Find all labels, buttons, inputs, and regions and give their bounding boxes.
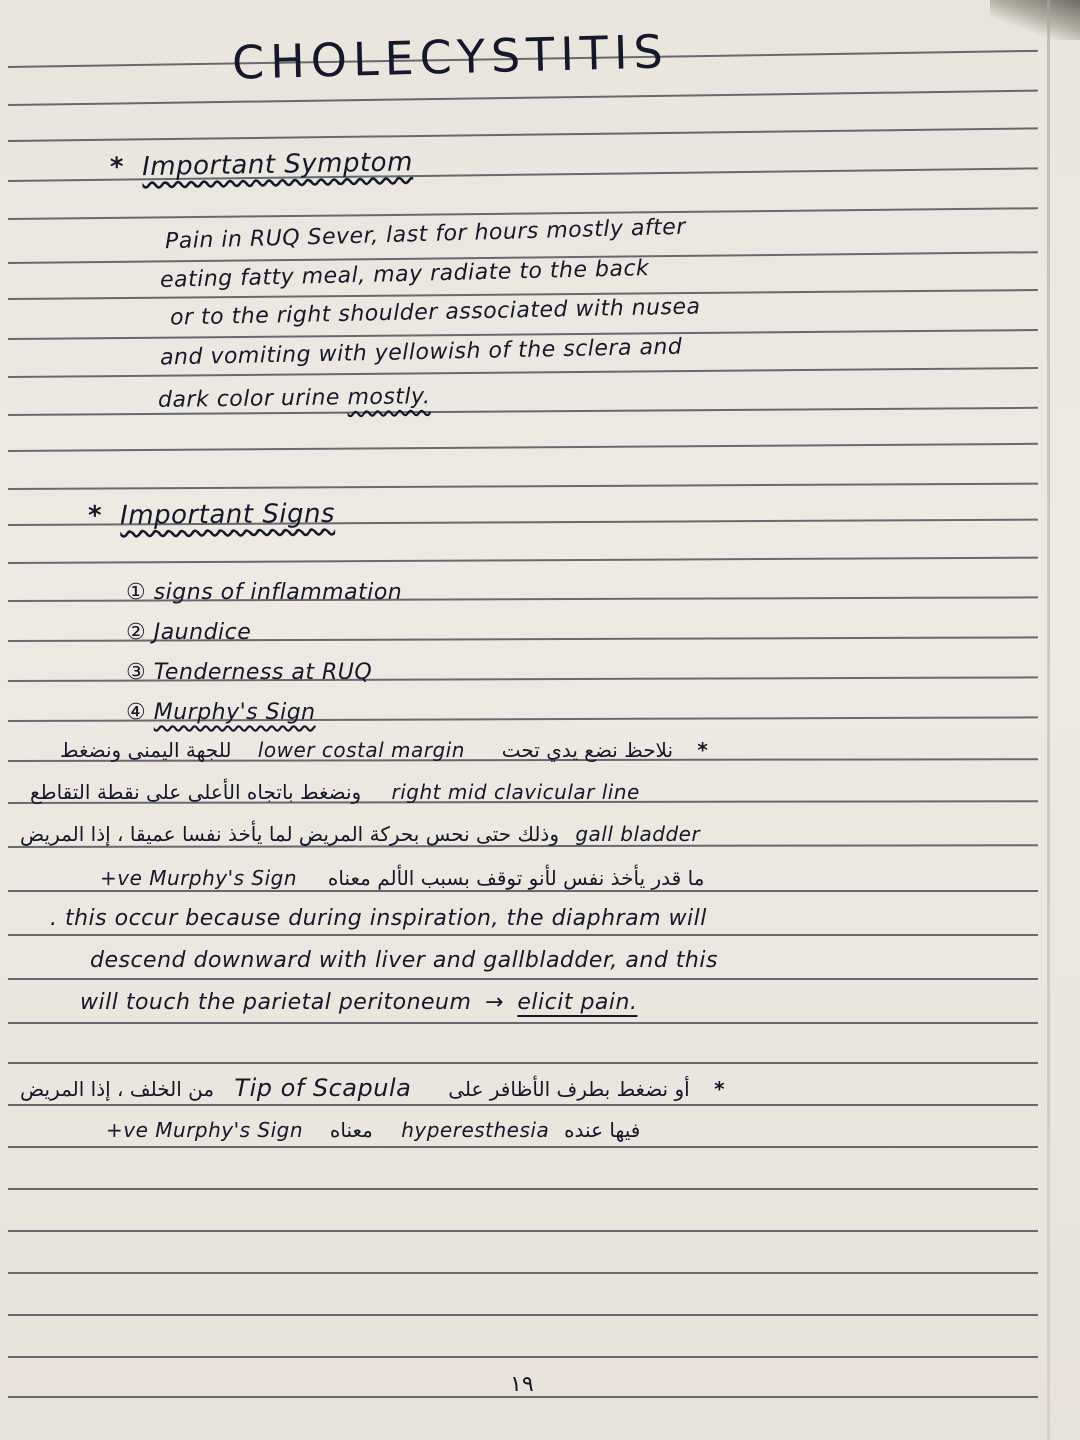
scapula-line-1 [20,1074,980,1102]
english-note: will touch the parietal peritoneum [80,990,472,1015]
english-note: lower costal margin [257,738,465,762]
rule-line [8,934,1038,936]
rule-line [8,443,1038,452]
murphy-line-3 [20,822,940,846]
signs-heading-row [88,499,335,531]
arabic-note: نلاحظ نضع يدي تحت [501,738,674,762]
english-note: gall bladder [575,822,701,846]
arabic-note: معناه [329,1118,373,1142]
murphy-line-5: . this occur because during inspiration, the diaphram will [50,906,707,931]
english-note: hyperesthesia [401,1118,550,1142]
murphy-line-4 [100,866,960,890]
rule-line [8,1146,1038,1148]
asterisk-bullet: * [87,500,103,532]
rule-line [8,1188,1038,1190]
english-note: +ve Murphy's Sign [100,866,298,890]
rule-line [8,90,1038,106]
murphy-sign-label: Murphy's Sign [153,700,316,725]
rule-line [8,1230,1038,1232]
symptom-line: and vomiting with yellowish of the sclera and [159,334,683,371]
english-note: elicit pain. [517,990,638,1015]
symptom-emphasis: mostly. [347,384,431,411]
rule-line [8,1104,1038,1106]
arabic-note: أو نضغط بطرف الأظافر على [448,1077,690,1101]
sign-item: ③ Tenderness at RUQ [126,660,373,685]
rule-line [8,890,1038,892]
symptom-line: or to the right shoulder associated with nusea [169,294,701,331]
arabic-note: وذلك حتى نحس بحركة المريض لما يأخذ نفسا عميقا ، إذا المريض [20,822,559,846]
asterisk-bullet: * [109,152,125,183]
page-edge [1047,0,1050,1440]
english-note: +ve Murphy's Sign [106,1118,304,1142]
symptom-line: dark color urine [157,385,341,413]
rule-line [8,483,1038,490]
page-number: ١٩ [510,1372,534,1397]
arabic-note: فيها عنده [564,1118,641,1142]
signs-heading: Important Signs [119,498,336,531]
murphy-line-7 [80,990,637,1015]
rule-line [8,557,1038,564]
rule-line [8,978,1038,980]
sign-number: ④ [126,700,147,725]
murphy-line-2 [30,780,1020,804]
rule-line [8,1314,1038,1316]
symptom-heading: Important Symptom [141,147,414,183]
sign-item: ② Jaundice [126,620,252,645]
rule-line [8,127,1038,142]
page-title: CHOLECYSTITIS [231,24,670,90]
symptom-last-line [158,384,431,413]
symptom-heading-row [110,147,413,182]
arabic-note: للجهة اليمنى ونضغط [60,738,232,762]
arabic-note: ونضغط باتجاه الأعلى على نقطة التقاطع [30,780,362,804]
asterisk-bullet: * [697,738,708,762]
rule-line [8,1022,1038,1024]
rule-line [8,207,1038,220]
symptom-line: Pain in RUQ Sever, last for hours mostly after [164,214,687,255]
arabic-note: من الخلف ، إذا المريض [20,1077,215,1101]
symptom-line: eating fatty meal, may radiate to the back [159,256,650,293]
english-note: right mid clavicular line [391,780,640,804]
sign-item-murphy [126,700,316,725]
scapula-line-2 [106,1118,826,1142]
murphy-line-6: descend downward with liver and gallbladder, and this [90,948,718,973]
arrow-icon: → [484,990,504,1015]
page-corner-shadow [990,0,1080,40]
arabic-note: ما قدر يأخذ نفس لأنو توقف بسبب الألم معناه [327,866,705,890]
murphy-line-1 [60,738,960,762]
asterisk-bullet: * [714,1077,725,1101]
rule-line [8,1062,1038,1064]
rule-line [8,1272,1038,1274]
sign-item: ① signs of inflammation [126,580,403,605]
english-note: Tip of Scapula [234,1074,412,1102]
rule-line [8,1356,1038,1358]
